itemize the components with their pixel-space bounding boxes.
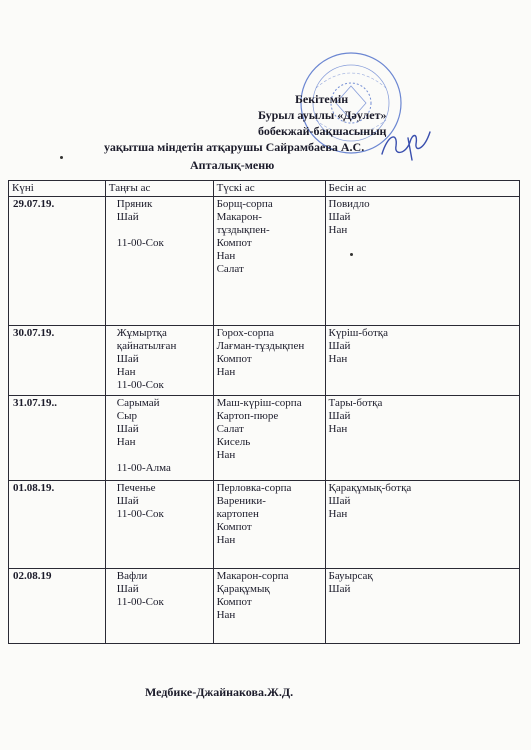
header-breakfast: Таңғы ас (105, 181, 213, 197)
speck (350, 253, 353, 256)
menu-item: Нан (116, 436, 136, 448)
menu-item: Сыр (116, 410, 137, 422)
menu-item: Қарақұмық (216, 583, 270, 595)
menu-item: Компот (216, 521, 252, 533)
menu-cell-breakfast (105, 326, 213, 396)
menu-item: Маш-күріш-сорпа (216, 397, 302, 409)
menu-item: Нан (116, 366, 136, 378)
menu-item: 11-00-Сок (116, 508, 164, 520)
menu-cell-lunch (213, 396, 325, 481)
menu-item: Күріш-ботқа (328, 327, 389, 339)
menu-item: Компот (216, 353, 252, 365)
menu-item: Шай (328, 211, 351, 223)
menu-item: 11-00-Сок (116, 596, 164, 608)
menu-cell-breakfast (105, 569, 213, 644)
menu-cell-snack (325, 396, 520, 481)
menu-item: Салат (216, 263, 244, 275)
menu-item (117, 449, 210, 462)
menu-item: Перловка-сорпа (216, 482, 292, 494)
approval-line-1: Бекітемін (295, 92, 349, 106)
menu-cell-lunch (213, 481, 325, 569)
menu-item: Шай (116, 423, 139, 435)
table-row (9, 569, 520, 644)
menu-item: Сарымай (116, 397, 160, 409)
header-day: Күні (9, 181, 106, 197)
menu-item: Лағман-тұздықпен (216, 340, 305, 352)
menu-item: Кисель (216, 436, 251, 448)
menu-item: Вареники- (216, 495, 266, 507)
menu-date: 30.07.19. (9, 326, 106, 396)
menu-cell-breakfast (105, 396, 213, 481)
menu-item: Нан (328, 423, 348, 435)
menu-item: Печенье (116, 482, 156, 494)
menu-date: 02.08.19 (9, 569, 106, 644)
menu-item: Нан (216, 534, 236, 546)
menu-item: Нан (328, 353, 348, 365)
menu-cell-snack (325, 481, 520, 569)
menu-item: Салат (216, 423, 244, 435)
menu-date: 31.07.19.. (9, 396, 106, 481)
speck (60, 156, 63, 159)
menu-item: Нан (328, 224, 348, 236)
menu-item: қайнатылған (116, 340, 177, 352)
menu-item: Пряник (116, 198, 153, 210)
menu-cell-snack (325, 569, 520, 644)
header-lunch: Түскі ас (213, 181, 325, 197)
menu-item: Шай (328, 583, 351, 595)
nurse-signature-line: Медбике-Джайнакова.Ж.Д. (145, 685, 294, 699)
table-body (9, 197, 520, 644)
approval-line-4: уақытша міндетін атқарушы Сайрамбаева А.С. (104, 140, 365, 154)
menu-item (117, 224, 210, 237)
menu-cell-lunch (213, 569, 325, 644)
menu-cell-lunch (213, 326, 325, 396)
menu-cell-lunch (213, 197, 325, 326)
menu-item: Тары-ботқа (328, 397, 383, 409)
menu-item: Компот (216, 237, 252, 249)
menu-date: 29.07.19. (9, 197, 106, 326)
document-title: Апталық-меню (190, 158, 275, 172)
approval-line-2: Бурыл ауылы «Дәулет» (258, 108, 387, 122)
menu-cell-snack (325, 326, 520, 396)
menu-item: Шай (116, 353, 139, 365)
menu-cell-breakfast (105, 197, 213, 326)
menu-item: Нан (328, 508, 348, 520)
menu-item: 11-00-Сок (116, 379, 164, 391)
menu-item: Нан (216, 449, 236, 461)
menu-item: Жұмыртқа (116, 327, 167, 339)
table-row (9, 326, 520, 396)
menu-item: Шай (328, 340, 351, 352)
menu-item: Нан (216, 366, 236, 378)
menu-item: тұздықпен- (216, 224, 270, 236)
menu-item: Повидло (328, 198, 370, 210)
menu-item: Шай (116, 495, 139, 507)
menu-item: картопен (216, 508, 259, 520)
menu-item: Вафли (116, 570, 148, 582)
menu-item: Қарақұмық-ботқа (328, 482, 412, 494)
menu-item: Макарон-сорпа (216, 570, 289, 582)
menu-item: 11-00-Алма (116, 462, 171, 474)
menu-item: 11-00-Сок (116, 237, 164, 249)
menu-date: 01.08.19. (9, 481, 106, 569)
menu-item: Бауырсақ (328, 570, 373, 582)
menu-item: Горох-сорпа (216, 327, 275, 339)
menu-item: Нан (216, 609, 236, 621)
menu-item: Картоп-пюре (216, 410, 279, 422)
header-snack: Бесін ас (325, 181, 520, 197)
table-row (9, 481, 520, 569)
menu-item: Шай (328, 495, 351, 507)
menu-item: Шай (328, 410, 351, 422)
table-row (9, 197, 520, 326)
menu-item: Шай (116, 583, 139, 595)
table-header-row (9, 181, 520, 197)
weekly-menu-table (8, 180, 520, 644)
table-row (9, 396, 520, 481)
menu-cell-snack (325, 197, 520, 326)
menu-item: Шай (116, 211, 139, 223)
menu-item: Макарон- (216, 211, 262, 223)
menu-item: Компот (216, 596, 252, 608)
menu-cell-breakfast (105, 481, 213, 569)
menu-item: Нан (216, 250, 236, 262)
approval-line-3: бобекжай-бақшасының (258, 124, 387, 138)
menu-item: Борщ-сорпа (216, 198, 273, 210)
